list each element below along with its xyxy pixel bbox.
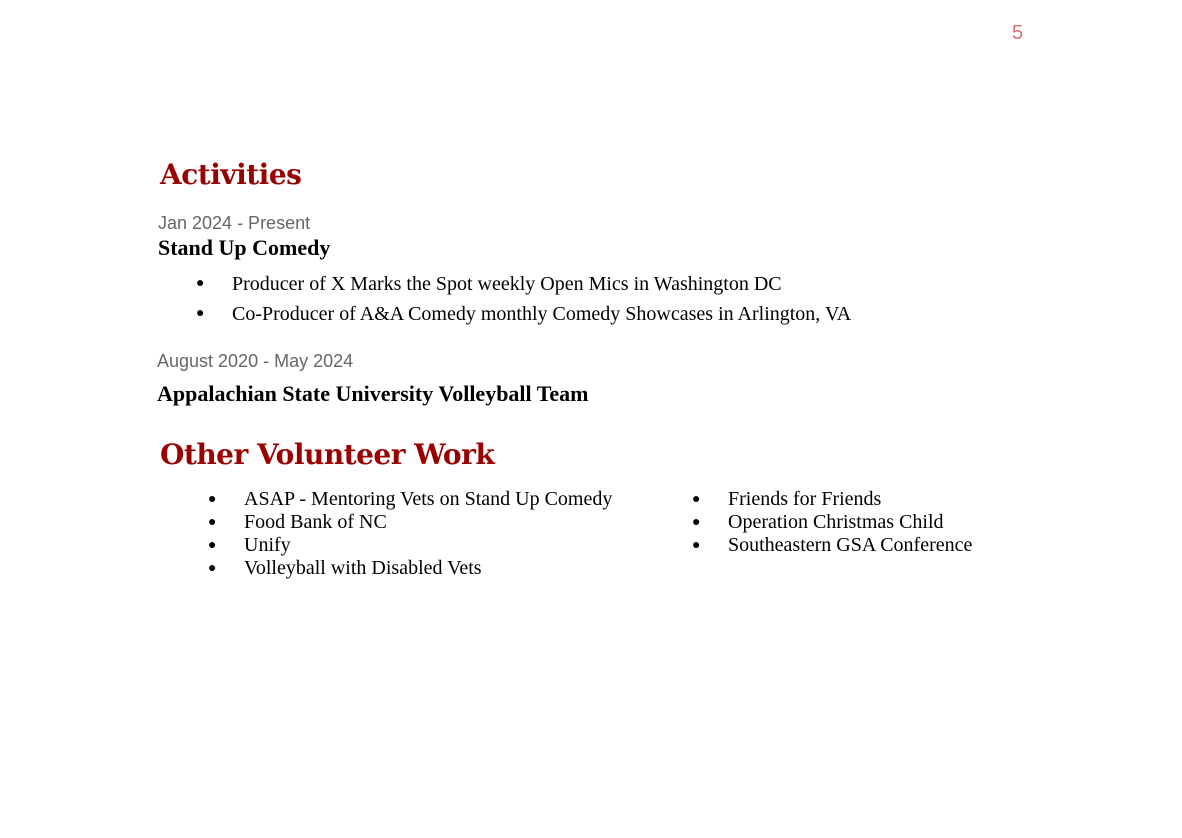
list-item: ● Producer of X Marks the Spot weekly Open Mics in Washington DC xyxy=(196,269,851,299)
volunteer-list-left xyxy=(208,488,612,580)
list-item: ● Operation Christmas Child xyxy=(692,511,972,534)
list-item: ● Co-Producer of A&A Comedy monthly Comedy Showcases in Arlington, VA xyxy=(196,299,851,329)
entry-date: Jan 2024 - Present xyxy=(158,213,311,233)
list-item: ● Volleyball with Disabled Vets xyxy=(208,557,612,580)
entry-bullet-list xyxy=(196,269,851,329)
volunteer-list-right xyxy=(692,488,972,557)
entry-date: August 2020 - May 2024 xyxy=(157,351,354,371)
page-number: 5 xyxy=(1012,22,1024,44)
list-item: ● ASAP - Mentoring Vets on Stand Up Comedy xyxy=(208,488,612,511)
entry-title: Stand Up Comedy xyxy=(158,235,331,260)
volunteer-heading: Other Volunteer Work xyxy=(160,438,495,471)
list-item: ● Friends for Friends xyxy=(692,488,972,511)
list-item: ● Southeastern GSA Conference xyxy=(692,534,972,557)
activities-heading: Activities xyxy=(160,158,302,191)
list-item: ● Unify xyxy=(208,534,612,557)
list-item: ● Food Bank of NC xyxy=(208,511,612,534)
entry-title: Appalachian State University Volleyball Team xyxy=(157,381,589,406)
